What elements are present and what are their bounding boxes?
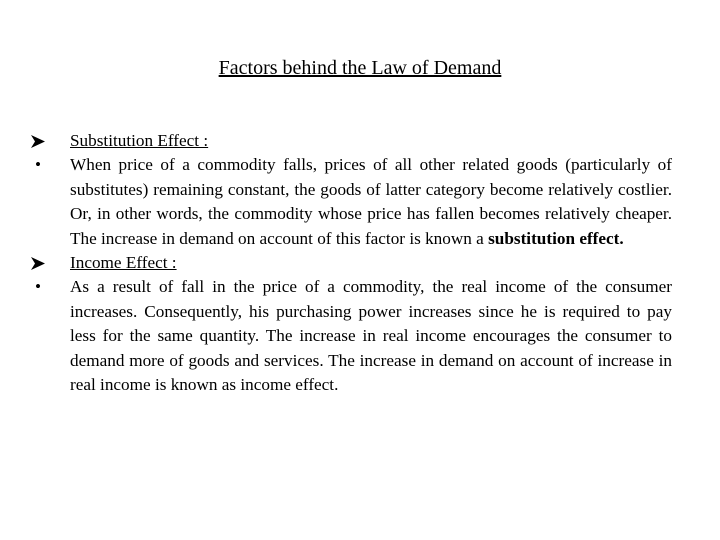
substitution-effect-emphasis: substitution effect. [488,228,624,248]
income-effect-text: As a result of fall in the price of a commodity, the real income of the consumer increases. Consequently, his purchasing power increases since he is required to pay less for the same quantity. The increase in real income encourages the consumer to demand more of goods and services. The increase in demand on account of increase in real income is known as income effect. [70,277,672,395]
section-heading-substitution [28,129,672,153]
bullet-icon: • [34,277,42,297]
substitution-effect-heading: Substitution Effect : [70,131,209,150]
section-paragraph-substitution [28,153,672,251]
arrow-bullet-icon [28,129,48,148]
section-heading-income [28,251,672,275]
arrow-bullet-icon [28,251,48,270]
slide-title: Factors behind the Law of Demand [218,57,502,79]
bullet-icon: • [34,155,42,175]
income-effect-heading: Income Effect : [70,253,177,273]
slide-content [28,129,672,397]
substitution-effect-text: When price of a commodity falls, prices of all other related goods (particularly of substitutes) remaining constant, the goods of latter category become relatively costlier. Or, in other words, the commodity whose price has fallen becomes relatively cheaper. The increase in demand on account of this factor is known a [70,155,672,248]
section-paragraph-income [28,275,672,397]
